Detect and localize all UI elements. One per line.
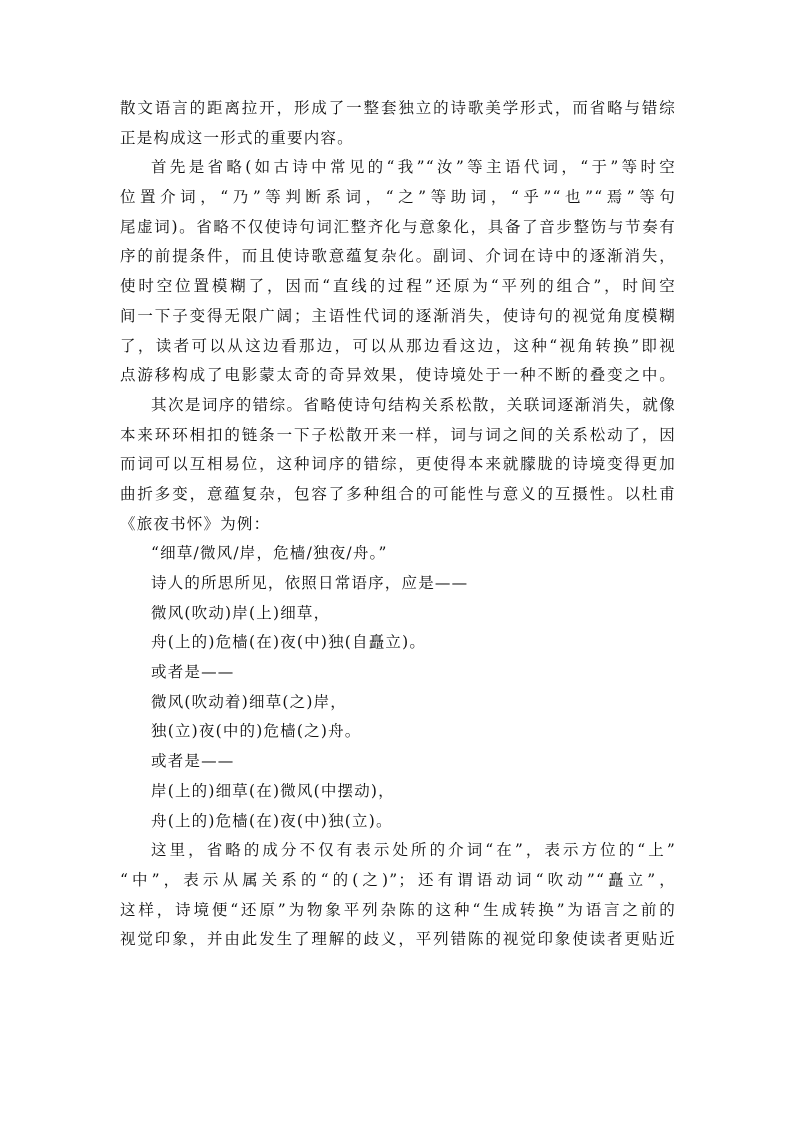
text-line: 首先是省略(如古诗中常见的“我”“汝”等主语代词，“于”等时空 — [151, 158, 676, 177]
text-line: 或者是—— — [151, 752, 235, 771]
text-line: 诗人的所思所见，依照日常语序，应是—— — [151, 574, 469, 592]
text-line: 舟(上的)危樯(在)夜(中)独(自矗立)。 — [151, 633, 427, 652]
text-line: 了，读者可以从这边看那边，可以从那边看这边，这种“视角转换”即视 — [120, 336, 676, 355]
body-text — [120, 94, 676, 955]
text-line: 正是构成这一形式的重要内容。 — [120, 128, 354, 147]
text-line: 序的前提条件，而且使诗歌意蕴复杂化。副词、介词在诗中的逐渐消失， — [120, 247, 676, 266]
text-line: 这样，诗境便“还原”为物象平列杂陈的这种“生成转换”为语言之前的 — [120, 900, 676, 919]
text-line: 位置介词，“乃”等判断系词，“之”等助词，“乎”“也”“焉”等句 — [120, 188, 676, 207]
text-line: 点游移构成了电影蒙太奇的奇异效果，使诗境处于一种不断的叠变之中。 — [120, 366, 676, 385]
text-line: “细草/微风/岸，危樯/独夜/舟。” — [151, 544, 388, 563]
text-line: 本来环环相扣的链条一下子松散开来一样，词与词之间的关系松动了，因 — [120, 425, 676, 444]
text-line: 间一下子变得无限广阔；主语性代词的逐渐消失，使诗句的视觉角度模糊 — [120, 306, 676, 325]
text-line: 《旅夜书怀》为例： — [120, 514, 271, 533]
text-line: 舟(上的)危樯(在)夜(中)独(立)。 — [151, 811, 393, 830]
text-line: 这里，省略的成分不仅有表示处所的介词“在”，表示方位的“上” — [151, 841, 676, 860]
text-line: 散文语言的距离拉开，形成了一整套独立的诗歌美学形式，而省略与错综 — [120, 99, 676, 117]
text-line: 尾虚词)。省略不仅使诗句词汇整齐化与意象化，具备了音步整饬与节奏有 — [120, 217, 676, 236]
text-line: 视觉印象，并由此发生了理解的歧义，平列错陈的视觉印象使读者更贴近 — [120, 930, 676, 949]
text-line: 使时空位置模糊了，因而“直线的过程”还原为“平列的组合”，时间空 — [120, 277, 676, 296]
text-line: 微风(吹动)岸(上)细草， — [151, 603, 331, 622]
text-line: 独(立)夜(中的)危樯(之)舟。 — [151, 722, 362, 741]
text-line: 岸(上的)细草(在)微风(中摆动)， — [151, 781, 395, 800]
text-line: 曲折多变，意蕴复杂，包容了多种组合的可能性与意义的互摄性。以杜甫 — [120, 484, 676, 503]
text-line: 或者是—— — [151, 663, 235, 682]
text-line: 其次是词序的错综。省略使诗句结构关系松散，关联词逐渐消失，就像 — [151, 395, 676, 414]
text-line: “中”，表示从属关系的“的(之)”；还有谓语动词“吹动”“矗立”， — [120, 870, 676, 889]
text-line: 微风(吹动着)细草(之)岸， — [151, 692, 347, 711]
text-line: 而词可以互相易位，这种词序的错综，更使得本来就朦胧的诗境变得更加 — [120, 455, 676, 474]
